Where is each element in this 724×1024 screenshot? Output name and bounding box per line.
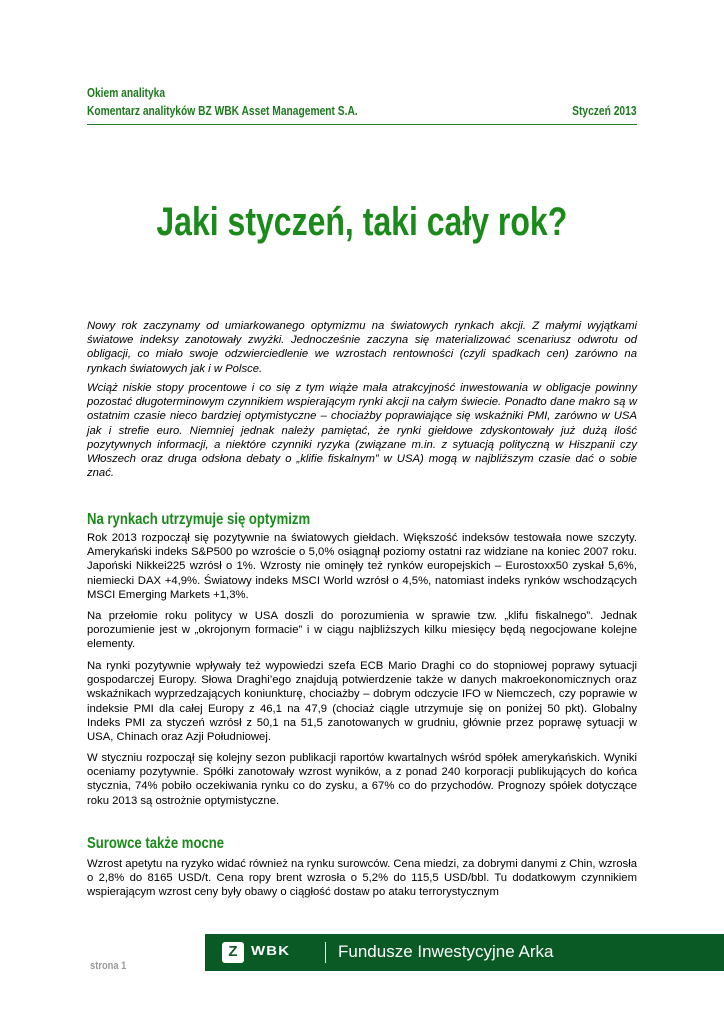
page-number: strona 1 — [90, 960, 127, 972]
header-label: Okiem analityka — [87, 86, 166, 100]
footer-divider — [325, 942, 326, 963]
logo-letter: Z — [228, 943, 238, 960]
intro-paragraph-2: Wciąż niskie stopy procentowe i co się z tym wiąże mała atrakcyjność inwestowania w obligacje powinny pozostać długoterminowym czynnikiem wspierającym rynki akcji na całym świecie. Ponadto dane makro są w ostatnim czasie nieco bardziej optymistyczne – chociażby poprawiające się wskaźniki PMI, zarówno w USA jak i strefie euro. Niemniej jednak należy pamiętać, że rynki giełdowe zdyskontowały już dużą ilość pozytywnych informacji, a niektóre czynniki ryzyka (związane m.in. z sytuacją polityczną w Hiszpanii czy Włoszech oraz druga odsłona debaty o „klifie fiskalnym” w USA) mogą w najbliższym czasie dać o sobie znać. — [87, 382, 637, 480]
section1-paragraph-1: Rok 2013 rozpoczął się pozytywnie na światowych giełdach. Większość indeksów testowała nowe szczyty. Amerykański indeks S&P500 po wzroście o 5,0% osiągnął poziomy ostatni raz widziane na koniec 2007 roku. Japoński Nikkei225 wzrósł o 1%. Wzrosty nie ominęły też rynków europejskich – Eurostoxx50 zyskał 5,6%, niemiecki DAX +4,9%. Światowy indeks MSCI World wzrósł o 4,5%, natomiast indeks rynków wschodzących MSCI Emerging Markets +1,3%. — [87, 532, 637, 601]
section-heading-markets: Na rynkach utrzymuje się optymizm — [87, 511, 311, 528]
footer-brand-text: Fundusze Inwestycyjne Arka — [338, 942, 554, 961]
section2-paragraph-1: Wzrost apetytu na ryzyko widać również na rynku surowców. Cena miedzi, za dobrymi danymi z Chin, wzrosła o 2,8% do 8165 USD/t. Cena ropy brent wzrosła o 5,2% do 115,5 USD/bbl. Tu dodatkowym czynnikiem wspierającym wzrost ceny były obawy o ciągłość dostaw po ataku terrorystycznym — [87, 858, 637, 899]
footer-brand-bar — [205, 934, 724, 971]
bzwbk-logo-icon — [222, 942, 244, 963]
page-title — [0, 200, 724, 245]
header-date: Styczeń 2013 — [572, 104, 637, 118]
logo-wbk-text: WBK — [251, 943, 291, 958]
intro-paragraph-1: Nowy rok zaczynamy od umiarkowanego optymizmu na światowych rynkach akcji. Z małymi wyjątkami światowe indeksy zanotowały zwyżki. Jednocześnie zaczyna się materializować scenariusz odwrotu od obligacji, co miało swoje odzwierciedlenie we wzrostach rentowności (czyli spadkach cen) zarówno na rynkach światowych jak i w Polsce. — [87, 320, 637, 375]
section1-paragraph-3: Na rynki pozytywnie wpływały też wypowiedzi szefa ECB Mario Draghi co do stopniowej poprawy sytuacji gospodarczej Europy. Słowa Draghi’ego znajdują potwierdzenie także w danych makroekonomicznych oraz wskaźnikach wyprzedzających koniunkturę, chociażby – dobrym odczycie IFO w Niemczech, czy poprawie w indeksie PMI dla całej Europy z 46,1 na 47,9 (chociaż ciągle utrzymuje się on poniżej 50 pkt). Globalny Indeks PMI za styczeń wzrósł z 50,1 na 51,5 zanotowanych w grudniu, głównie przez poprawę sytuacji w USA, Chinach oraz Azji Południowej. — [87, 660, 637, 744]
page-title-text: Jaki styczeń, taki cały rok? — [156, 200, 568, 244]
section1-paragraph-2: Na przełomie roku politycy w USA doszli do porozumienia w sprawie tzw. „klifu fiskalnego”. Jednak porozumienie jest w „okrojonym formacie” i w ciągu najbliższych kilku miesięcy będą negocjowane kolejne elementy. — [87, 610, 637, 651]
section1-paragraph-4: W styczniu rozpoczął się kolejny sezon publikacji raportów kwartalnych wśród spółek amerykańskich. Wyniki oceniamy pozytywnie. Spółki zanotowały wzrost wyników, a z ponad 240 korporacji publikujących do końca stycznia, 74% pobiło oczekiwania rynku co do zysku, a 67% co do przychodów. Prognozy spółek dotyczące roku 2013 są ostrożnie optymistyczne. — [87, 752, 637, 807]
header-row — [87, 104, 637, 125]
header-subtitle: Komentarz analityków BZ WBK Asset Management S.A. — [87, 104, 358, 118]
section-heading-commodities: Surowce także mocne — [87, 835, 225, 852]
